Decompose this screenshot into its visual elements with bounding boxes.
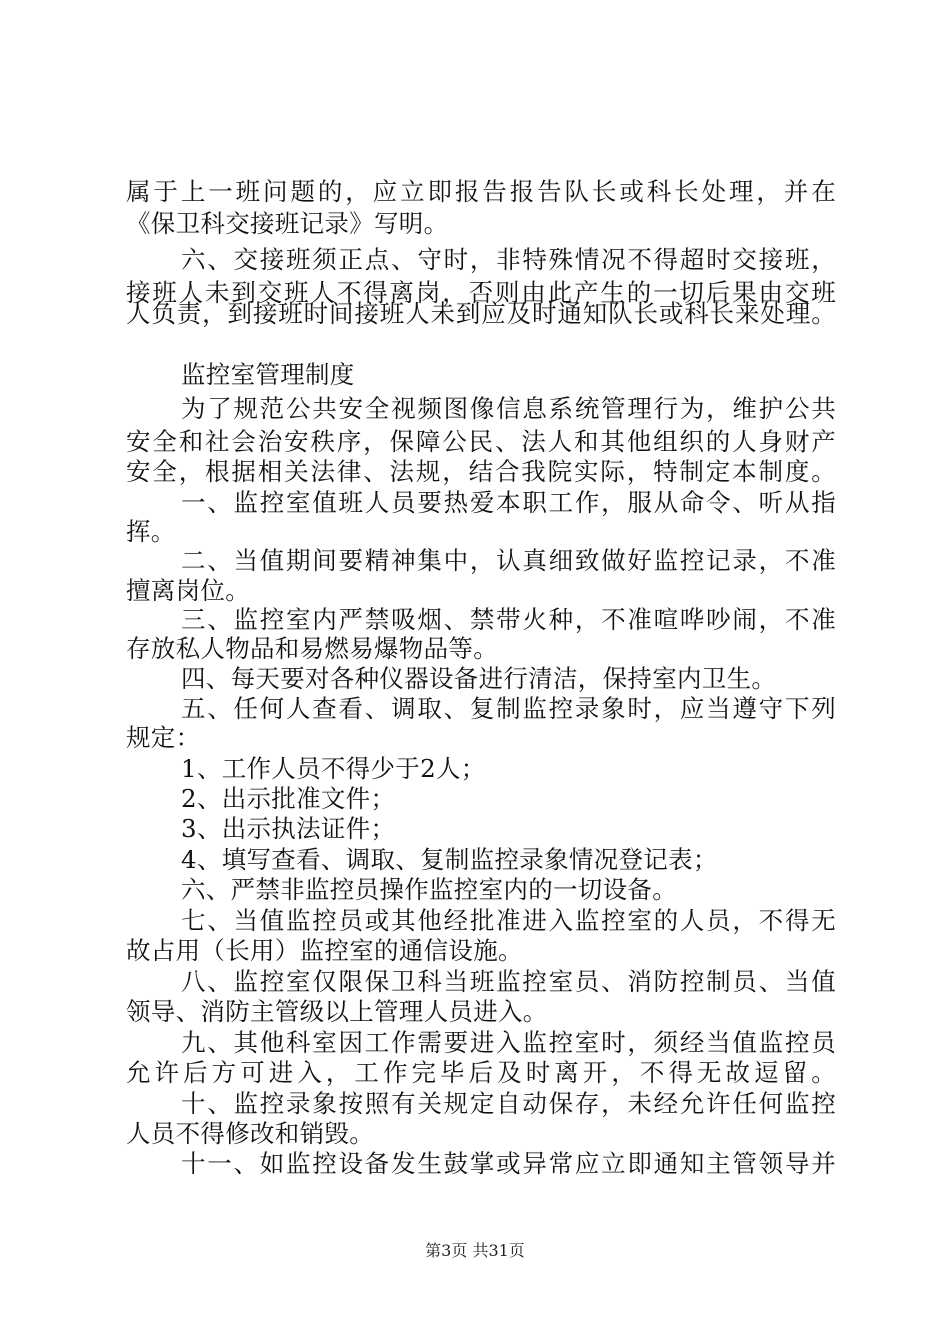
text-line: 八、监控室仅限保卫科当班监控室员、消防控制员、当值 — [181, 967, 836, 996]
text-line: 领导、消防主管级以上管理人员进入。 — [126, 997, 548, 1026]
text-line: 六、交接班须正点、守时，非特殊情况不得超时交接班， — [181, 245, 836, 274]
list-item: 3、出示执法证件； — [181, 814, 396, 843]
text-line: 三、监控室内严禁吸烟、禁带火种，不准喧哗吵闹，不准 — [181, 605, 836, 634]
text-line: 二、当值期间要精神集中，认真细致做好监控记录，不准 — [181, 546, 836, 575]
list-item: 2、出示批准文件； — [181, 784, 396, 813]
list-item: 4、填写查看、调取、复制监控录象情况登记表； — [181, 845, 718, 874]
text-line: 四、每天要对各种仪器设备进行清洁，保持室内卫生。 — [181, 664, 777, 693]
text-line: 安全和社会治安秩序，保障公民、法人和其他组织的人身财产 — [126, 427, 836, 456]
text-line: 允许后方可进入，工作完毕后及时离开，不得无故逗留。 — [126, 1058, 836, 1087]
text-line: 接班人未到交班人不得离岗，否则由此产生的一切后果由交班 — [126, 278, 836, 307]
text-line: 七、当值监控员或其他经批准进入监控室的人员，不得无 — [181, 906, 836, 935]
page-number-footer: 第3页 共31页 — [425, 1241, 525, 1260]
text-line: 故占用（长用）监控室的通信设施。 — [126, 936, 523, 965]
text-line: 存放私人物品和易燃易爆物品等。 — [126, 634, 498, 663]
text-line: 属于上一班问题的，应立即报告报告队长或科长处理，并在 — [126, 177, 836, 206]
text-line: 一、监控室值班人员要热爱本职工作，服从命令、听从指 — [181, 488, 836, 517]
text-line: 十、监控录象按照有关规定自动保存，未经允许任何监控 — [181, 1089, 836, 1118]
text-line: 六、严禁非监控员操作监控室内的一切设备。 — [181, 875, 677, 904]
list-item: 1、工作人员不得少于2人； — [181, 754, 486, 783]
text-line: 十一、如监控设备发生鼓掌或异常应立即通知主管领导并 — [181, 1149, 836, 1178]
text-line: 安全，根据相关法律、法规，结合我院实际，特制定本制度。 — [126, 457, 836, 486]
text-line: 九、其他科室因工作需要进入监控室时，须经当值监控员 — [181, 1028, 836, 1057]
text-line: 挥。 — [126, 517, 176, 546]
text-line: 规定： — [126, 723, 201, 752]
text-line: 五、任何人查看、调取、复制监控录象时，应当遵守下列 — [181, 694, 836, 723]
text-line: 人员不得修改和销毁。 — [126, 1119, 374, 1148]
text-line: 人负责，到接班时间接班人未到应及时通知队长或科长来处理。 — [126, 299, 836, 328]
text-line: 《保卫科交接班记录》写明。 — [126, 209, 449, 238]
text-line: 为了规范公共安全视频图像信息系统管理行为，维护公共 — [181, 394, 836, 423]
section-title: 监控室管理制度 — [181, 360, 355, 389]
text-line: 擅离岗位。 — [126, 576, 250, 605]
